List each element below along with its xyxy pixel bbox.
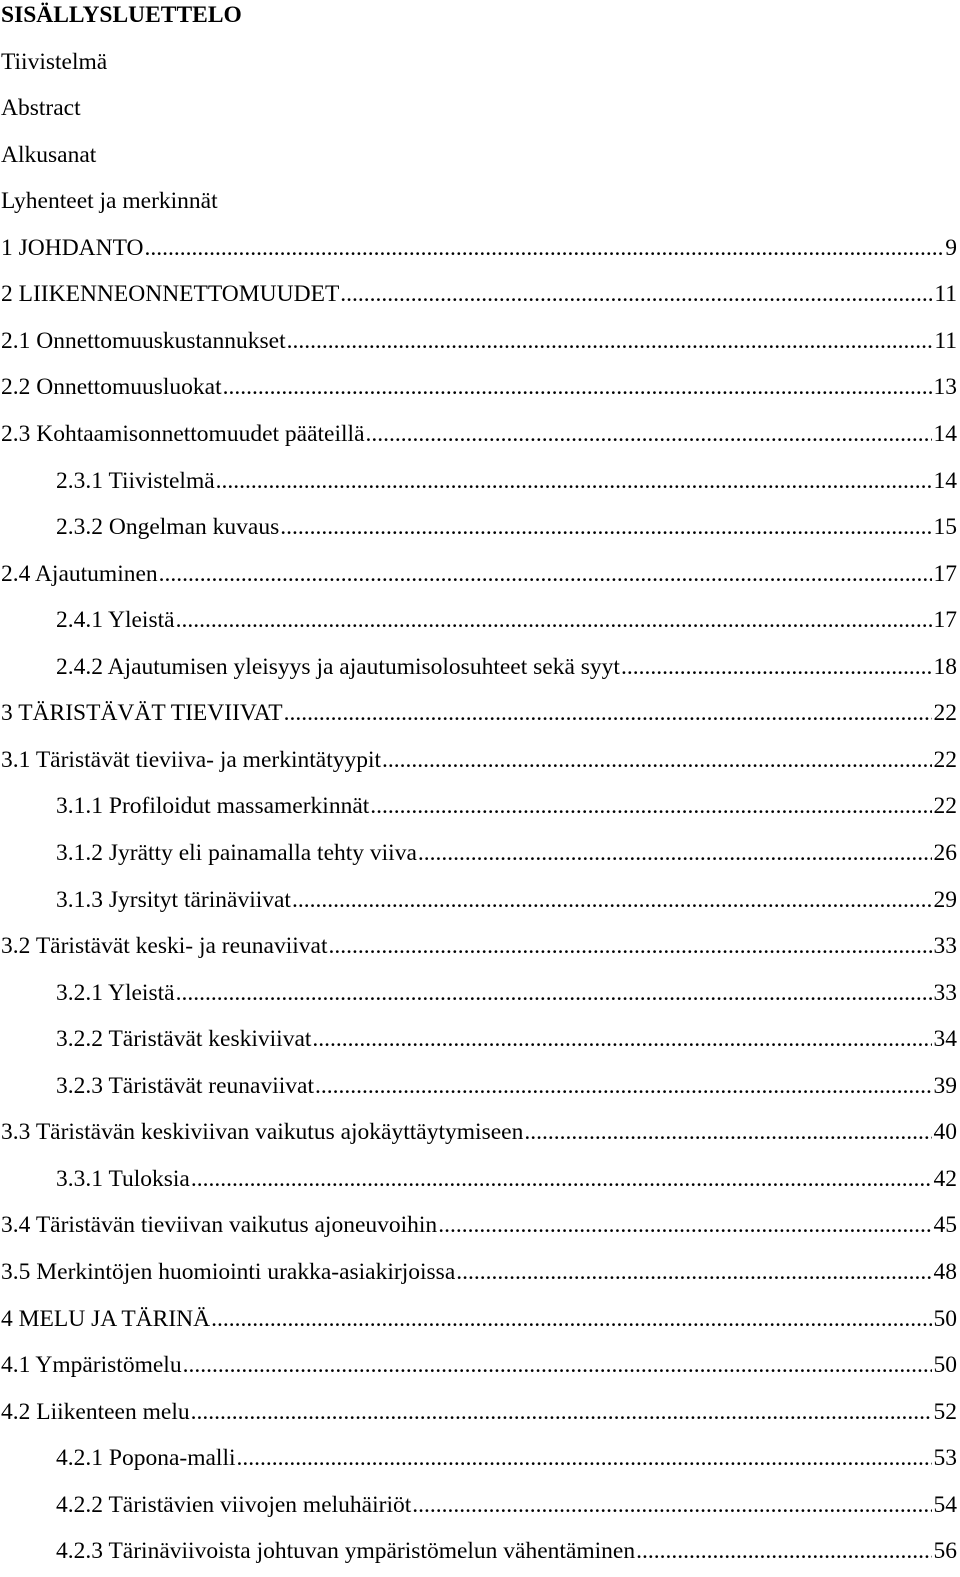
toc-entry-label: 3.2.1 Yleistä — [56, 980, 175, 1006]
toc-entry[interactable] — [0, 931, 957, 961]
toc-page-number: 50 — [933, 1352, 957, 1378]
dot-leader — [287, 326, 933, 356]
toc-front-alkusanat[interactable] — [0, 140, 957, 170]
toc-page-number: 22 — [933, 793, 957, 819]
toc-entry[interactable] — [55, 791, 957, 821]
dot-leader — [315, 1071, 932, 1101]
dot-leader — [176, 978, 932, 1008]
dot-leader — [524, 1117, 931, 1147]
toc-page-number: 54 — [933, 1492, 957, 1518]
toc-entry[interactable] — [0, 1350, 957, 1380]
toc-entry-label: 2.2 Onnettomuusluokat — [1, 374, 222, 400]
toc-entry-label: 4.2 Liikenteen melu — [1, 1399, 190, 1425]
dot-leader — [370, 791, 931, 821]
toc-front-lyhenteet[interactable] — [0, 186, 957, 216]
dot-leader — [366, 419, 932, 449]
toc-entry[interactable] — [55, 1536, 957, 1566]
toc-page-number: 13 — [933, 374, 957, 400]
dot-leader — [636, 1536, 931, 1566]
dot-leader — [176, 605, 932, 635]
toc-entry[interactable] — [0, 326, 957, 356]
toc-page-number: 48 — [933, 1259, 957, 1285]
toc-page-number: 56 — [933, 1538, 957, 1564]
toc-entry-label: 2.3.2 Ongelman kuvaus — [56, 514, 280, 540]
toc-entry-label: 3.2 Täristävät keski- ja reunaviivat — [1, 933, 328, 959]
dot-leader — [280, 512, 931, 542]
toc-page-number: 40 — [933, 1119, 957, 1145]
toc-entry[interactable] — [55, 1024, 957, 1054]
toc-entry[interactable] — [0, 279, 957, 309]
toc-page-number: 14 — [933, 468, 957, 494]
toc-entry-label: Abstract — [1, 95, 81, 121]
dot-leader — [145, 233, 944, 263]
toc-entry-label: 4.2.3 Tärinäviivoista johtuvan ympäristömelun vähentäminen — [56, 1538, 636, 1564]
dot-leader — [329, 931, 932, 961]
dot-leader — [438, 1210, 931, 1240]
toc-page-number: 11 — [934, 281, 957, 307]
toc-entry-label: 2.3.1 Tiivistelmä — [56, 468, 215, 494]
toc-front-abstract[interactable] — [0, 93, 957, 123]
toc-entry[interactable] — [0, 1117, 957, 1147]
toc-page-number: 33 — [933, 933, 957, 959]
dot-leader — [382, 745, 931, 775]
toc-entry[interactable] — [55, 1164, 957, 1194]
toc-page-number: 50 — [933, 1306, 957, 1332]
toc-entry[interactable] — [55, 1490, 957, 1520]
dot-leader — [312, 1024, 931, 1054]
toc-page-number: 42 — [933, 1166, 957, 1192]
toc-entry-label: 3.3 Täristävän keskiviivan vaikutus ajokäyttäytymiseen — [1, 1119, 524, 1145]
toc-entry[interactable] — [55, 466, 957, 496]
dot-leader — [292, 885, 932, 915]
toc-page-number: 17 — [933, 607, 957, 633]
toc-entry-label: 3.5 Merkintöjen huomiointi urakka-asiakirjoissa — [1, 1259, 456, 1285]
toc-page-number: 34 — [933, 1026, 957, 1052]
toc-page-number: 39 — [933, 1073, 957, 1099]
toc-entry-label: 2.4.1 Yleistä — [56, 607, 175, 633]
toc-entry[interactable] — [55, 838, 957, 868]
toc-entry[interactable] — [0, 372, 957, 402]
dot-leader — [418, 838, 932, 868]
toc-entry-label: 2 LIIKENNEONNETTOMUUDET — [1, 281, 340, 307]
toc-entry-label: 3.1.2 Jyrätty eli painamalla tehty viiva — [56, 840, 417, 866]
dot-leader — [284, 698, 932, 728]
toc-entry-label: Lyhenteet ja merkinnät — [1, 188, 218, 214]
dot-leader — [191, 1164, 932, 1194]
dot-leader — [340, 279, 932, 309]
toc-page-number: 9 — [945, 235, 957, 261]
toc-entry-label: 2.3 Kohtaamisonnettomuudet pääteillä — [1, 421, 365, 447]
toc-entry-label: 4.2.1 Popona-malli — [56, 1445, 236, 1471]
toc-entry-label: 3.3.1 Tuloksia — [56, 1166, 190, 1192]
dot-leader — [191, 1397, 932, 1427]
toc-entry[interactable] — [55, 1071, 957, 1101]
dot-leader — [456, 1257, 931, 1287]
toc-entry[interactable] — [0, 1210, 957, 1240]
toc-entry-label: 3.1.1 Profiloidut massamerkinnät — [56, 793, 370, 819]
toc-entry[interactable] — [0, 1397, 957, 1427]
toc-page-number: 52 — [933, 1399, 957, 1425]
toc-entry-label: 4 MELU JA TÄRINÄ — [1, 1306, 211, 1332]
dot-leader — [183, 1350, 932, 1380]
toc-entry-label: 3.4 Täristävän tieviivan vaikutus ajoneuvoihin — [1, 1212, 438, 1238]
toc-entry[interactable] — [0, 559, 957, 589]
dot-leader — [412, 1490, 931, 1520]
toc-entry[interactable] — [55, 885, 957, 915]
toc-entry-label: 1 JOHDANTO — [1, 235, 144, 261]
toc-entry-label: 3.1 Täristävät tieviiva- ja merkintätyypit — [1, 747, 382, 773]
toc-entry[interactable] — [0, 698, 957, 728]
toc-page-number: 26 — [933, 840, 957, 866]
toc-entry-label: 3.1.3 Jyrsityt tärinäviivat — [56, 887, 291, 913]
toc-entry-label: 3.2.3 Täristävät reunaviivat — [56, 1073, 314, 1099]
toc-entry-label: 4.2.2 Täristävien viivojen meluhäiriöt — [56, 1492, 412, 1518]
toc-page-number: 22 — [933, 747, 957, 773]
toc-entry-label: 3.2.2 Täristävät keskiviivat — [56, 1026, 312, 1052]
toc-page-number: 18 — [933, 654, 957, 680]
dot-leader — [223, 372, 932, 402]
dot-leader — [216, 466, 932, 496]
toc-entry-label: Tiivistelmä — [1, 49, 108, 75]
toc-title: SISÄLLYSLUETTELO — [1, 2, 242, 28]
toc-entry-label: 2.4.2 Ajautumisen yleisyys ja ajautumisolosuhteet sekä syyt — [56, 654, 620, 680]
toc-entry[interactable] — [55, 978, 957, 1008]
toc-entry[interactable] — [0, 745, 957, 775]
toc-entry[interactable] — [0, 233, 957, 263]
toc-entry-label: Alkusanat — [1, 142, 97, 168]
toc-page-number: 45 — [933, 1212, 957, 1238]
toc-page-number: 11 — [934, 328, 957, 354]
toc-page-number: 53 — [933, 1445, 957, 1471]
toc-entry-label: 2.4 Ajautuminen — [1, 561, 158, 587]
toc-entry[interactable] — [0, 1304, 957, 1334]
toc-front-tiivistelma[interactable] — [0, 47, 957, 77]
toc-page-number: 14 — [933, 421, 957, 447]
toc-entry-label: 3 TÄRISTÄVÄT TIEVIIVAT — [1, 700, 283, 726]
toc-entry-label: 4.1 Ympäristömelu — [1, 1352, 182, 1378]
toc-entry[interactable] — [55, 1443, 957, 1473]
toc-entry[interactable] — [55, 605, 957, 635]
toc-page-number: 22 — [933, 700, 957, 726]
toc-page-number: 29 — [933, 887, 957, 913]
toc-entry[interactable] — [55, 652, 957, 682]
dot-leader — [159, 559, 932, 589]
dot-leader — [211, 1304, 931, 1334]
toc-page-number: 33 — [933, 980, 957, 1006]
toc-page-number: 17 — [933, 561, 957, 587]
toc-entry[interactable] — [0, 419, 957, 449]
toc-entry[interactable] — [0, 1257, 957, 1287]
toc-entry-label: 2.1 Onnettomuuskustannukset — [1, 328, 286, 354]
toc-entry[interactable] — [55, 512, 957, 542]
dot-leader — [237, 1443, 932, 1473]
dot-leader — [621, 652, 932, 682]
toc-page-number: 15 — [933, 514, 957, 540]
